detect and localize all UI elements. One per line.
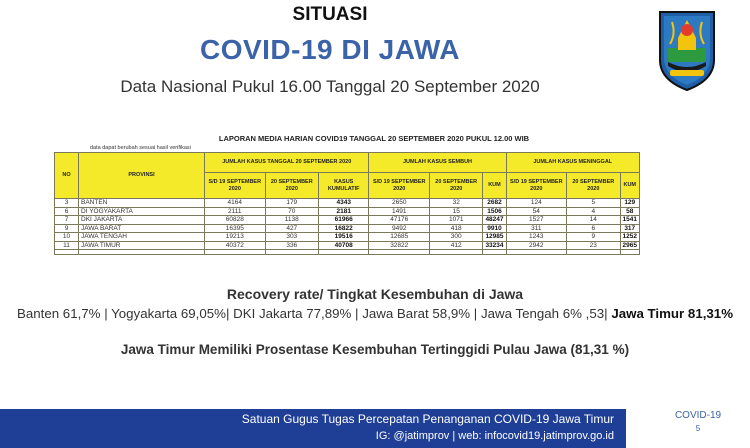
header-meninggal-tgl20: 20 SEPTEMBER 2020 — [567, 173, 620, 199]
header-meninggal-sd19: S/D 19 SEPTEMBER 2020 — [506, 173, 567, 199]
table-row — [55, 233, 640, 242]
cell-s2: 418 — [430, 224, 483, 233]
cell-cutoff — [205, 250, 266, 255]
cell-s3: 2682 — [483, 199, 506, 208]
cell-k2: 1138 — [265, 216, 318, 225]
cell-s1: 2650 — [369, 199, 430, 208]
cell-s2: 1071 — [430, 216, 483, 225]
cell-prov: JAWA TIMUR — [79, 241, 205, 250]
cell-k3: 16822 — [318, 224, 368, 233]
cell-cutoff — [369, 250, 430, 255]
header-group-sembuh: JUMLAH KASUS SEMBUH — [369, 153, 506, 173]
table-row — [55, 199, 640, 208]
cell-cutoff — [483, 250, 506, 255]
cell-m2: 6 — [567, 224, 620, 233]
cell-m2: 23 — [567, 241, 620, 250]
cell-m1: 1243 — [506, 233, 567, 242]
cell-m3: 129 — [620, 199, 640, 208]
cell-cutoff — [55, 250, 79, 255]
cell-s3: 48247 — [483, 216, 506, 225]
table-row — [55, 224, 640, 233]
cell-k2: 303 — [265, 233, 318, 242]
cell-m1: 54 — [506, 207, 567, 216]
header-kasus-tgl20: 20 SEPTEMBER 2020 — [265, 173, 318, 199]
footer-bar — [0, 409, 626, 448]
cell-cutoff — [318, 250, 368, 255]
cell-m3: 58 — [620, 207, 640, 216]
cell-m1: 311 — [506, 224, 567, 233]
recovery-rate-jatim: Jawa Timur 81,31% — [611, 306, 734, 321]
cell-k1: 19213 — [205, 233, 266, 242]
report-title: LAPORAN MEDIA HARIAN COVID19 TANGGAL 20 SEPTEMBER 2020 PUKUL 12.00 WIB — [218, 134, 530, 143]
cell-cutoff — [265, 250, 318, 255]
header-group-kasus: JUMLAH KASUS TANGGAL 20 SEPTEMBER 2020 — [205, 153, 369, 173]
title-situasi: SITUASI — [292, 4, 368, 25]
cell-m3: 1541 — [620, 216, 640, 225]
cell-no: 10 — [55, 233, 79, 242]
cell-m2: 14 — [567, 216, 620, 225]
cell-cutoff — [79, 250, 205, 255]
cell-s1: 32822 — [369, 241, 430, 250]
page-number: 5 — [695, 424, 701, 433]
cell-m3: 1252 — [620, 233, 640, 242]
header-kasus-sd19: S/D 19 SEPTEMBER 2020 — [205, 173, 266, 199]
cell-k3: 2181 — [318, 207, 368, 216]
cell-k1: 60828 — [205, 216, 266, 225]
table-row-cutoff — [55, 250, 640, 255]
cell-k1: 2111 — [205, 207, 266, 216]
cell-k1: 4164 — [205, 199, 266, 208]
cell-no: 9 — [55, 224, 79, 233]
cell-k3: 61966 — [318, 216, 368, 225]
cell-prov: BANTEN — [79, 199, 205, 208]
cell-k1: 16395 — [205, 224, 266, 233]
cell-s1: 1491 — [369, 207, 430, 216]
cell-no: 3 — [55, 199, 79, 208]
title-covid-jawa: COVID-19 DI JAWA — [199, 34, 461, 65]
cell-cutoff — [506, 250, 567, 255]
cell-k2: 179 — [265, 199, 318, 208]
cell-cutoff — [430, 250, 483, 255]
header-sembuh-sd19: S/D 19 SEPTEMBER 2020 — [369, 173, 430, 199]
footer-contact: IG: @jatimprov | web: infocovid19.jatimprov.go.id — [375, 430, 614, 442]
cell-m2: 4 — [567, 207, 620, 216]
cell-no: 7 — [55, 216, 79, 225]
cell-k2: 427 — [265, 224, 318, 233]
header-group-meninggal: JUMLAH KASUS MENINGGAL — [506, 153, 639, 173]
cell-m2: 5 — [567, 199, 620, 208]
cell-m3: 2965 — [620, 241, 640, 250]
report-note: data dapat berubah sesuai hasil verifikasi — [90, 145, 191, 151]
table-row — [55, 241, 640, 250]
cell-k3: 40708 — [318, 241, 368, 250]
side-label: COVID-19 — [674, 410, 722, 421]
header-meninggal-kum: KUM — [620, 173, 640, 199]
recovery-rate-line — [0, 306, 750, 321]
cell-s2: 300 — [430, 233, 483, 242]
table-row — [55, 216, 640, 225]
cell-no: 11 — [55, 241, 79, 250]
cell-s3: 33234 — [483, 241, 506, 250]
cell-k2: 70 — [265, 207, 318, 216]
header-no: NO — [55, 153, 79, 199]
header-sembuh-kum: KUM — [483, 173, 506, 199]
cell-m1: 2942 — [506, 241, 567, 250]
jawa-timur-logo-icon — [656, 8, 718, 92]
table-header-row — [55, 153, 640, 173]
recovery-rate-title: Recovery rate/ Tingkat Kesembuhan di Jawa — [226, 286, 524, 302]
cell-k3: 4343 — [318, 199, 368, 208]
cell-prov: DI YOGYAKARTA — [79, 207, 205, 216]
table-row — [55, 207, 640, 216]
cell-s3: 1506 — [483, 207, 506, 216]
header-kasus-kumulatif: KASUS KUMULATIF — [318, 173, 368, 199]
cell-no: 6 — [55, 207, 79, 216]
cell-s1: 12685 — [369, 233, 430, 242]
cell-k3: 19516 — [318, 233, 368, 242]
cell-s3: 9910 — [483, 224, 506, 233]
cell-cutoff — [620, 250, 640, 255]
highlight-statement: Jawa Timur Memiliki Prosentase Kesembuhan Tertinggidi Pulau Jawa (81,31 %) — [120, 342, 630, 357]
subtitle-data-nasional: Data Nasional Pukul 16.00 Tanggal 20 September 2020 — [120, 77, 540, 96]
cell-s2: 412 — [430, 241, 483, 250]
cell-m3: 317 — [620, 224, 640, 233]
cell-s1: 9492 — [369, 224, 430, 233]
footer-agency: Satuan Gugus Tugas Percepatan Penanganan COVID-19 Jawa Timur — [241, 412, 614, 426]
cell-cutoff — [567, 250, 620, 255]
covid-data-table — [54, 152, 640, 255]
cell-prov: JAWA BARAT — [79, 224, 205, 233]
cell-m1: 124 — [506, 199, 567, 208]
cell-m1: 1527 — [506, 216, 567, 225]
cell-prov: JAWA TENGAH — [79, 233, 205, 242]
cell-k2: 336 — [265, 241, 318, 250]
cell-s1: 47176 — [369, 216, 430, 225]
header-provinsi: PROVINSI — [79, 153, 205, 199]
cell-s3: 12985 — [483, 233, 506, 242]
recovery-rate-list: Banten 61,7% | Yogyakarta 69,05%| DKI Jakarta 77,89% | Jawa Barat 58,9% | Jawa Tengah 6% ,53| — [16, 306, 612, 321]
cell-prov: DKI JAKARTA — [79, 216, 205, 225]
header-sembuh-tgl20: 20 SEPTEMBER 2020 — [430, 173, 483, 199]
cell-s2: 15 — [430, 207, 483, 216]
cell-s2: 32 — [430, 199, 483, 208]
cell-m2: 9 — [567, 233, 620, 242]
cell-k1: 40372 — [205, 241, 266, 250]
